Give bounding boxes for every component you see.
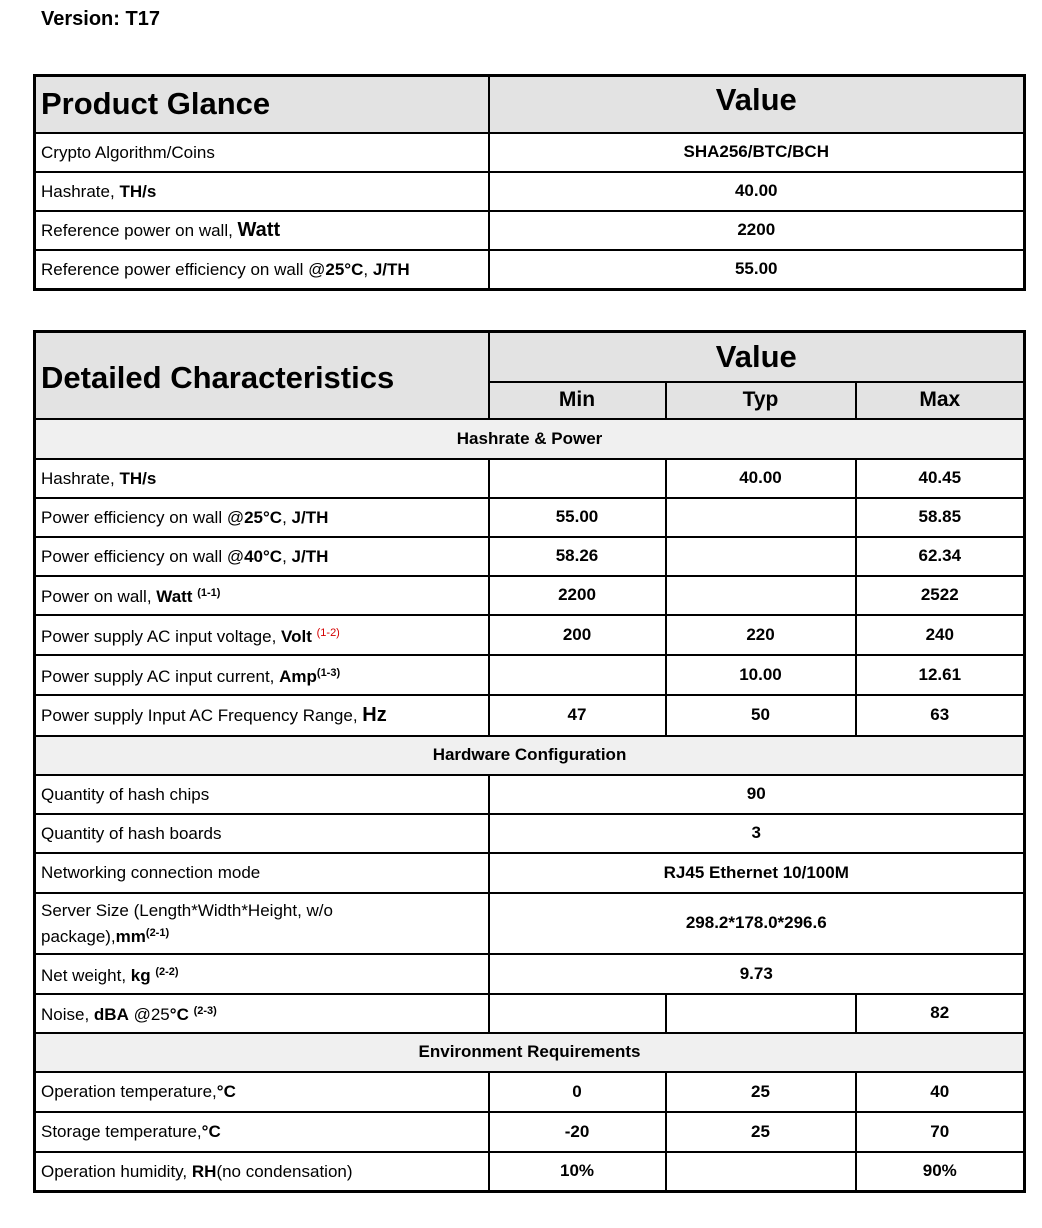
hashrate-min	[489, 459, 666, 498]
detail-row-humidity	[35, 1152, 1025, 1192]
voltage-label: Power supply AC input voltage, Volt $^{(1-2)}$	[35, 615, 489, 655]
detail-row-power	[35, 576, 1025, 615]
eff40-max: 62.34	[856, 537, 1025, 576]
detail-row-frequency	[35, 695, 1025, 736]
col-typ-header: Typ	[666, 382, 856, 419]
eff40-min: 58.26	[489, 537, 666, 576]
humidity-min: 10%	[489, 1152, 666, 1192]
frequency-typ: 50	[666, 695, 856, 736]
hashrate-label: Hashrate, TH/s	[35, 459, 489, 498]
section-row-environment	[35, 1033, 1025, 1072]
boards-value: 3	[489, 814, 1025, 853]
glance-header-row	[35, 76, 1025, 133]
current-label: Power supply AC input current, Amp$^{(1-3)}$	[35, 655, 489, 695]
glance-title: Product Glance	[35, 76, 489, 133]
frequency-min: 47	[489, 695, 666, 736]
glance-row-hashrate	[35, 172, 1025, 211]
voltage-max: 240	[856, 615, 1025, 655]
glance-value-header: Value	[489, 76, 1025, 133]
eff25-min: 55.00	[489, 498, 666, 537]
power-label: Power on wall, Watt $^{(1-1)}$	[35, 576, 489, 615]
noise-min	[489, 994, 666, 1033]
col-min-header: Min	[489, 382, 666, 419]
network-value: RJ45 Ethernet 10/100M	[489, 853, 1025, 893]
eff40-typ	[666, 537, 856, 576]
noise-max: 82	[856, 994, 1025, 1033]
voltage-typ: 220	[666, 615, 856, 655]
detail-header-row	[35, 332, 1025, 382]
detail-value-header: Value	[489, 332, 1025, 382]
product-glance-table	[33, 74, 1026, 291]
power-typ	[666, 576, 856, 615]
detail-row-chips	[35, 775, 1025, 814]
current-typ: 10.00	[666, 655, 856, 695]
noise-label: Noise, dBA @25°C $^{(2-3)}$	[35, 994, 489, 1033]
glance-efficiency-value: 55.00	[489, 250, 1025, 290]
eff40-label: Power efficiency on wall @40°C, J/TH	[35, 537, 489, 576]
op-temp-max: 40	[856, 1072, 1025, 1112]
detail-row-eff25	[35, 498, 1025, 537]
glance-hashrate-label: Hashrate, TH/s	[35, 172, 489, 211]
detail-row-weight	[35, 954, 1025, 994]
current-max: 12.61	[856, 655, 1025, 695]
glance-algorithm-value: SHA256/BTC/BCH	[489, 133, 1025, 172]
noise-typ	[666, 994, 856, 1033]
detail-row-eff40	[35, 537, 1025, 576]
detail-row-voltage	[35, 615, 1025, 655]
detail-row-storage-temp	[35, 1112, 1025, 1152]
detail-row-op-temp	[35, 1072, 1025, 1112]
power-min: 2200	[489, 576, 666, 615]
version-label: Version: T17	[41, 8, 160, 30]
glance-row-efficiency	[35, 250, 1025, 290]
glance-power-label: Reference power on wall, Watt	[35, 211, 489, 250]
boards-label: Quantity of hash boards	[35, 814, 489, 853]
current-min	[489, 655, 666, 695]
size-value: 298.2*178.0*296.6	[489, 893, 1025, 954]
hashrate-typ: 40.00	[666, 459, 856, 498]
section-environment-requirements: Environment Requirements	[35, 1033, 1025, 1072]
section-hashrate-power: Hashrate & Power	[35, 419, 1025, 459]
voltage-min: 200	[489, 615, 666, 655]
eff25-typ	[666, 498, 856, 537]
detail-row-size	[35, 893, 1025, 954]
eff25-label: Power efficiency on wall @25°C, J/TH	[35, 498, 489, 537]
detail-row-current	[35, 655, 1025, 695]
frequency-max: 63	[856, 695, 1025, 736]
col-max-header: Max	[856, 382, 1025, 419]
glance-efficiency-label: Reference power efficiency on wall @25°C, J/TH	[35, 250, 489, 290]
eff25-max: 58.85	[856, 498, 1025, 537]
storage-temp-label: Storage temperature,°C	[35, 1112, 489, 1152]
glance-power-value: 2200	[489, 211, 1025, 250]
humidity-typ	[666, 1152, 856, 1192]
humidity-label: Operation humidity, RH(no condensation)	[35, 1152, 489, 1192]
chips-label: Quantity of hash chips	[35, 775, 489, 814]
storage-temp-typ: 25	[666, 1112, 856, 1152]
section-hardware-configuration: Hardware Configuration	[35, 736, 1025, 775]
network-label: Networking connection mode	[35, 853, 489, 893]
glance-algorithm-label: Crypto Algorithm/Coins	[35, 133, 489, 172]
weight-label: Net weight, kg $^{(2-2)}$	[35, 954, 489, 994]
glance-hashrate-value: 40.00	[489, 172, 1025, 211]
section-row-hardware	[35, 736, 1025, 775]
op-temp-typ: 25	[666, 1072, 856, 1112]
detail-row-network	[35, 853, 1025, 893]
weight-value: 9.73	[489, 954, 1025, 994]
glance-row-power	[35, 211, 1025, 250]
humidity-max: 90%	[856, 1152, 1025, 1192]
chips-value: 90	[489, 775, 1025, 814]
section-row-hashrate-power	[35, 419, 1025, 459]
power-max: 2522	[856, 576, 1025, 615]
storage-temp-min: -20	[489, 1112, 666, 1152]
detail-row-hashrate	[35, 459, 1025, 498]
detailed-characteristics-table	[33, 330, 1026, 1193]
glance-row-algorithm	[35, 133, 1025, 172]
storage-temp-max: 70	[856, 1112, 1025, 1152]
size-label: Server Size (Length*Width*Height, w/o $package),mm^{(2-1)}$	[35, 893, 489, 954]
detail-title: Detailed Characteristics	[35, 332, 489, 419]
detail-row-noise	[35, 994, 1025, 1033]
frequency-label: Power supply Input AC Frequency Range, Hz	[35, 695, 489, 736]
hashrate-max: 40.45	[856, 459, 1025, 498]
op-temp-min: 0	[489, 1072, 666, 1112]
op-temp-label: Operation temperature,°C	[35, 1072, 489, 1112]
detail-row-boards	[35, 814, 1025, 853]
